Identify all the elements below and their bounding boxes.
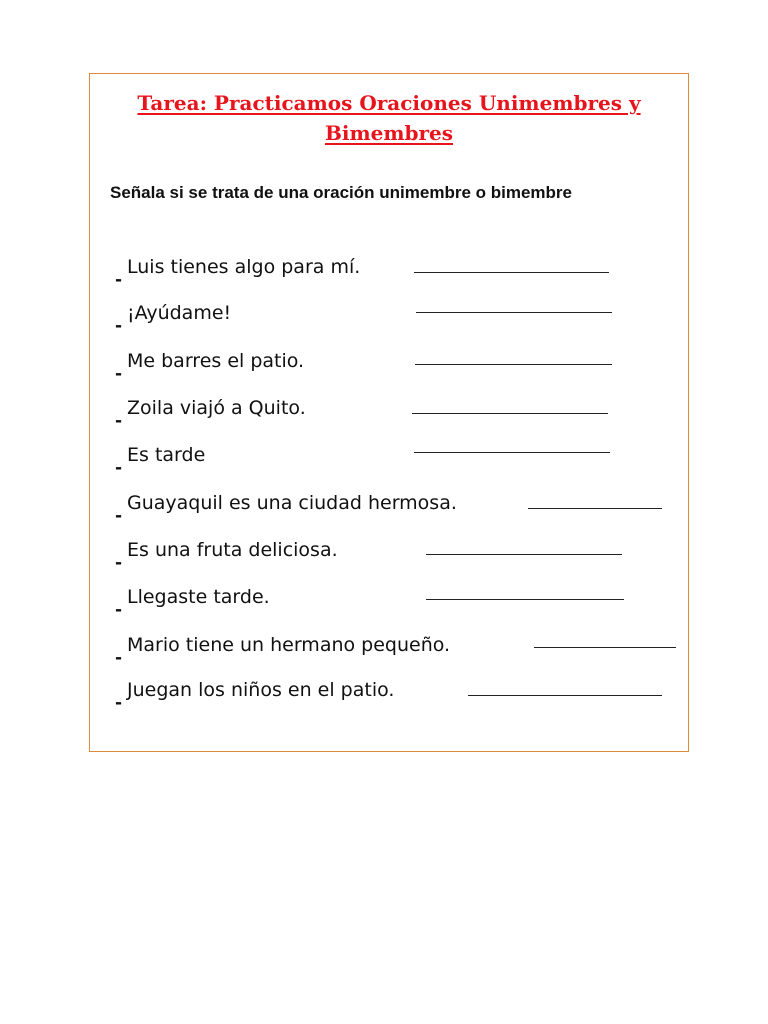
bullet-dash: - <box>115 270 123 290</box>
sentence-text: Me barres el patio. <box>127 350 305 372</box>
sentence-text: Luis tienes algo para mí. <box>127 256 361 278</box>
sentence-text: Zoila viajó a Quito. <box>127 397 306 419</box>
bullet-dash: - <box>115 693 123 713</box>
answer-blank[interactable] <box>414 272 609 273</box>
answer-blank[interactable] <box>534 647 676 648</box>
answer-blank[interactable] <box>415 364 612 365</box>
bullet-dash: - <box>115 506 123 526</box>
answer-blank[interactable] <box>468 695 662 696</box>
worksheet-title <box>90 88 688 148</box>
sentence-text: Guayaquil es una ciudad hermosa. <box>127 492 457 514</box>
bullet-dash: - <box>115 316 123 336</box>
bullet-dash: - <box>115 364 123 384</box>
sentence-text: Es una fruta deliciosa. <box>127 539 338 561</box>
bullet-dash: - <box>115 458 123 478</box>
answer-blank[interactable] <box>426 599 624 600</box>
sentence-text: Juegan los niños en el patio. <box>127 679 395 701</box>
instruction-text: Señala si se trata de una oración unimembre o bimembre <box>110 183 572 202</box>
bullet-dash: - <box>115 411 123 431</box>
answer-blank[interactable] <box>412 413 608 414</box>
worksheet-frame <box>89 73 689 752</box>
title-line-2: Bimembres <box>324 121 454 145</box>
bullet-dash: - <box>115 648 123 668</box>
answer-blank[interactable] <box>528 508 662 509</box>
sentence-text: Llegaste tarde. <box>127 586 270 608</box>
bullet-dash: - <box>115 600 123 620</box>
answer-blank[interactable] <box>426 554 622 555</box>
sentence-text: Es tarde <box>127 444 206 466</box>
answer-blank[interactable] <box>414 452 610 453</box>
title-line-1: Tarea: Practicamos Oraciones Unimembres y <box>137 91 641 115</box>
bullet-dash: - <box>115 553 123 573</box>
sentence-text: ¡Ayúdame! <box>127 302 232 324</box>
sentence-text: Mario tiene un hermano pequeño. <box>127 634 451 656</box>
answer-blank[interactable] <box>416 312 612 313</box>
